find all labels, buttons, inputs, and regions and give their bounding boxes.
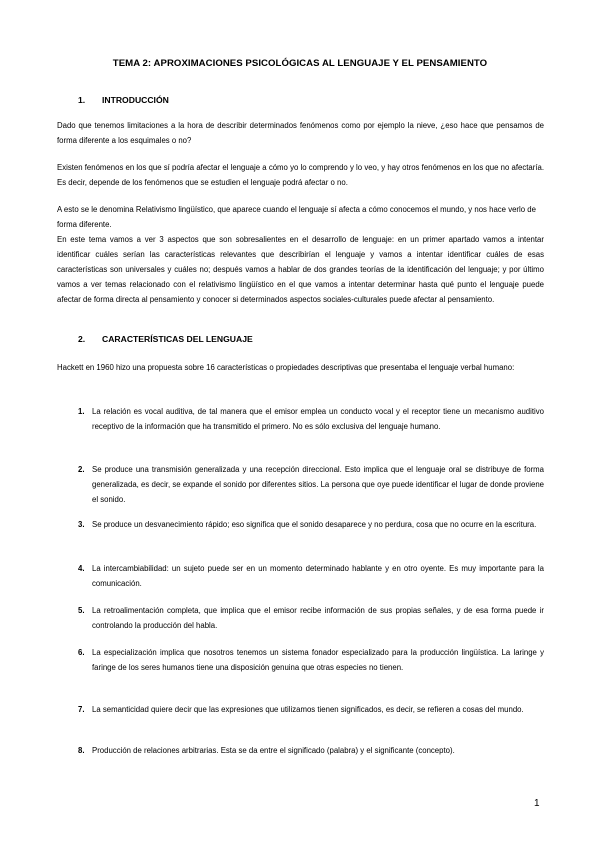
section-heading-introduccion — [78, 95, 169, 105]
list-item — [78, 404, 544, 434]
paragraph: En este tema vamos a ver 3 aspectos que son sobresalientes en el desarrollo de lenguaje: en un primer apartado vamos a intentar identificar cuáles serían las características relevantes que describirían el lenguaje y vamos a intentar identificar cuáles de esas características son universales y cuáles no; después vamos a hablar de dos grandes teorías de la identificación del lenguaje; y por último vamos a ver temas relacionado con el relativismo lingüístico en el que vamos a intentar determinar hasta qué punto el lenguaje puede afectar de forma directa al pensamiento y conocer si determinados aspectos sociales-culturales puede afectar al pensamiento. — [57, 235, 544, 304]
paragraph: A esto se le denomina Relativismo lingüístico, que aparece cuando el lenguaje sí afecta a cómo conocemos el mundo, y nos hace verlo de forma diferente. — [57, 205, 536, 229]
list-item-number: 8. — [78, 746, 85, 755]
list-item-text: Se produce un desvanecimiento rápido; eso significa que el sonido desaparece y no perdura, cosa que no ocurre en la escritura. — [92, 520, 537, 529]
section-number: 2. — [78, 334, 86, 344]
section-title: CARACTERÍSTICAS DEL LENGUAJE — [102, 334, 253, 344]
list-item-number: 1. — [78, 407, 85, 416]
list-item-number: 6. — [78, 648, 85, 657]
list-item — [78, 645, 544, 675]
page-title: TEMA 2: APROXIMACIONES PSICOLÓGICAS AL LENGUAJE Y EL PENSAMIENTO — [112, 58, 488, 69]
list-item-text: La semanticidad quiere decir que las expresiones que utilizamos tienen significados, es decir, se refieren a cosas del mundo. — [92, 705, 524, 714]
list-item — [78, 702, 544, 717]
list-item-text: La especialización implica que nosotros tenemos un sistema fonador especializado para la producción lingüística. La laringe y faringe de los seres humanos tiene una disposición genuina que otras especies no tienen. — [92, 648, 544, 672]
list-item — [78, 603, 544, 633]
paragraph: Hackett en 1960 hizo una propuesta sobre 16 características o propiedades descriptivas que presentaba el lenguaje verbal humano: — [57, 363, 515, 372]
paragraph: Dado que tenemos limitaciones a la hora de describir determinados fenómenos como por ejemplo la nieve, ¿eso hace que pensamos de forma diferente a los esquimales o no? — [57, 121, 544, 145]
list-item-number: 2. — [78, 465, 85, 474]
list-item-number: 4. — [78, 564, 85, 573]
section-number: 1. — [78, 95, 86, 105]
list-item-text: Se produce una transmisión generalizada y una recepción direccional. Esto implica que el lenguaje oral se distribuye de forma generalizada, es decir, se expande el sonido por diferentes sitios. La persona que oye puede identificar el lugar de donde proviene el sonido. — [92, 465, 544, 504]
page-number: 1 — [534, 798, 540, 809]
section-title: INTRODUCCIÓN — [102, 95, 169, 105]
section-heading-caracteristicas — [78, 334, 253, 344]
list-item-text: La relación es vocal auditiva, de tal manera que el emisor emplea un conducto vocal y el receptor tiene un mecanismo auditivo receptivo de la información que ha transmitido el primero. No es sólo exclusiva del lenguaje humano. — [92, 407, 544, 431]
list-item — [78, 517, 544, 532]
list-item-number: 5. — [78, 606, 85, 615]
list-item-number: 7. — [78, 705, 85, 714]
list-item-text: La retroalimentación completa, que implica que el emisor recibe información de sus propias señales, y de esa forma puede ir controlando la producción del habla. — [92, 606, 544, 630]
list-item — [78, 561, 544, 591]
list-item-text: La intercambiabilidad: un sujeto puede ser en un momento determinado hablante y en otro oyente. Es muy importante para la comunicación. — [92, 564, 544, 588]
paragraph: Existen fenómenos en los que sí podría afectar el lenguaje a cómo yo lo comprendo y lo veo, y hay otros fenómenos en los que no afectaría. Es decir, depende de los fenómenos que se estudien el lenguaje podrá afectar o no. — [57, 163, 544, 187]
list-item — [78, 743, 544, 758]
list-item-number: 3. — [78, 520, 85, 529]
list-item-text: Producción de relaciones arbitrarias. Esta se da entre el significado (palabra) y el significante (concepto). — [92, 746, 455, 755]
list-item — [78, 462, 544, 507]
